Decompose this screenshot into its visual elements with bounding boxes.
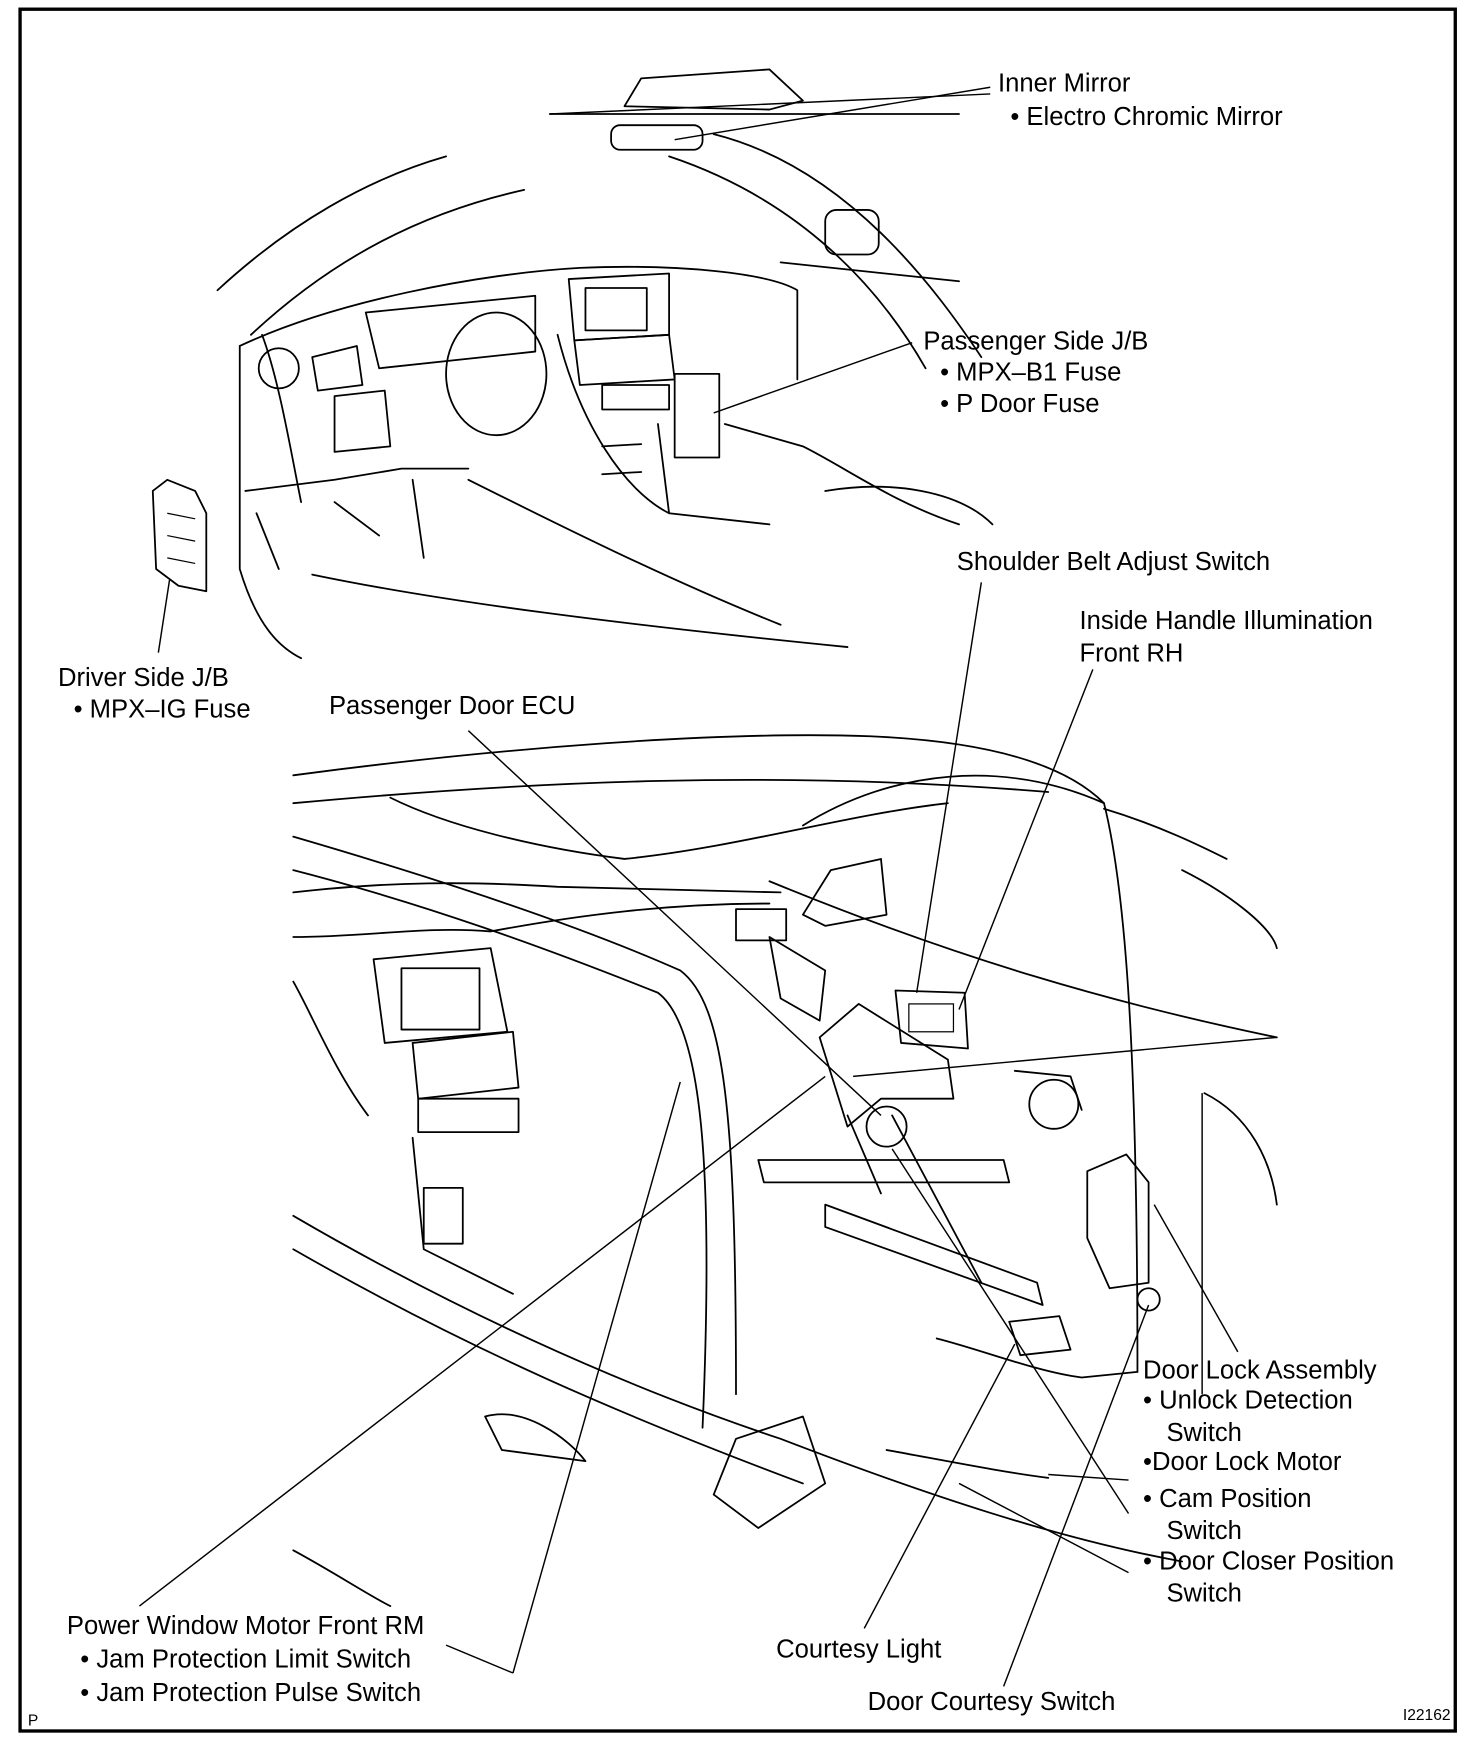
upper-dashboard-illustration xyxy=(153,69,993,658)
svg-text:Switch: Switch xyxy=(1166,1579,1242,1608)
svg-text:Inner Mirror: Inner Mirror xyxy=(998,69,1131,98)
svg-text:Power Window Motor Front RM: Power Window Motor Front RM xyxy=(66,1611,425,1640)
svg-text:• MPX–IG Fuse: • MPX–IG Fuse xyxy=(73,695,251,724)
svg-text:Driver Side J/B: Driver Side J/B xyxy=(57,664,229,693)
svg-text:• Unlock Detection: • Unlock Detection xyxy=(1143,1386,1353,1415)
svg-text:Switch: Switch xyxy=(1166,1419,1242,1448)
label-door-lock-assembly xyxy=(1143,1357,1394,1608)
svg-text:• P Door Fuse: • P Door Fuse xyxy=(940,389,1100,418)
label-power-window-motor xyxy=(67,1612,424,1707)
svg-text:• Jam Protection Pulse Switch: • Jam Protection Pulse Switch xyxy=(80,1678,422,1707)
label-inner-mirror xyxy=(998,70,1283,131)
label-shoulder-belt-adjust-switch: Shoulder Belt Adjust Switch xyxy=(956,548,1271,577)
label-passenger-side-jb xyxy=(923,327,1148,417)
svg-text:• MPX–B1 Fuse: • MPX–B1 Fuse xyxy=(940,358,1122,387)
svg-text:•Door Lock Motor: •Door Lock Motor xyxy=(1143,1448,1342,1477)
label-courtesy-light: Courtesy Light xyxy=(776,1635,942,1664)
svg-text:• Electro Chromic Mirror: • Electro Chromic Mirror xyxy=(1010,103,1283,132)
lower-door-illustration xyxy=(293,735,1277,1606)
figure-id: I22162 xyxy=(1402,1706,1451,1724)
label-passenger-door-ecu: Passenger Door ECU xyxy=(328,691,576,720)
svg-text:Inside Handle Illumination: Inside Handle Illumination xyxy=(1079,607,1373,636)
svg-text:• Door Closer Position: • Door Closer Position xyxy=(1143,1547,1395,1576)
svg-text:Switch: Switch xyxy=(1166,1517,1242,1546)
label-door-courtesy-switch: Door Courtesy Switch xyxy=(867,1687,1116,1716)
label-driver-side-jb xyxy=(58,664,251,723)
corner-mark: P xyxy=(27,1712,39,1730)
svg-text:Passenger Side J/B: Passenger Side J/B xyxy=(923,327,1149,356)
svg-text:• Jam Protection Limit Switch: • Jam Protection Limit Switch xyxy=(80,1645,412,1674)
svg-text:Front RH: Front RH xyxy=(1079,639,1184,668)
svg-text:• Cam Position: • Cam Position xyxy=(1143,1484,1312,1513)
svg-text:Door Lock Assembly: Door Lock Assembly xyxy=(1143,1356,1377,1385)
label-inside-handle-illumination xyxy=(1079,607,1372,667)
